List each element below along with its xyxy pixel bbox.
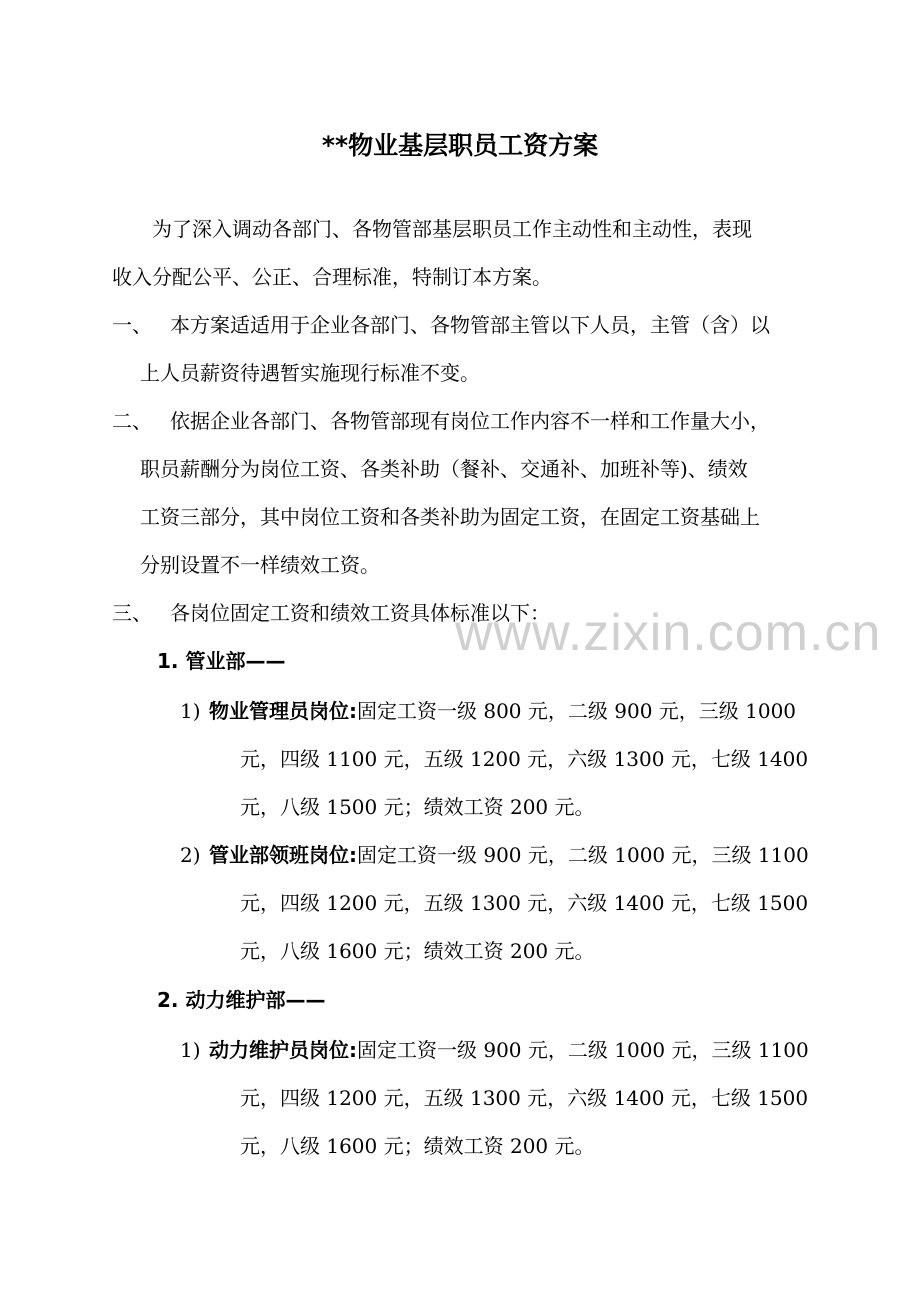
position-line: 元，八级 1500 元；绩效工资 200 元。: [240, 795, 595, 819]
position-name: 动力维护员岗位:: [209, 1038, 357, 1062]
department-heading: 1. 管业部——: [157, 649, 286, 673]
position-number: 1): [180, 699, 201, 723]
position-name: 管业部领班岗位:: [209, 843, 357, 867]
section-line: 工资三部分，其中岗位工资和各类补助为固定工资，在固定工资基础上: [140, 505, 760, 529]
section-line: 职员薪酬分为岗位工资、各类补助（餐补、交通补、加班补等)、绩效: [140, 457, 748, 481]
position-line: 元，八级 1600 元；绩效工资 200 元。: [240, 1134, 595, 1158]
section-marker: 一、: [112, 313, 152, 337]
position-first-line: [209, 696, 796, 726]
position-number: 1): [180, 1038, 201, 1062]
section-marker: 二、: [112, 409, 152, 433]
position-line: 元，四级 1200 元，五级 1300 元，六级 1400 元，七级 1500: [240, 1086, 809, 1110]
intro-line: 为了深入调动各部门、各物管部基层职员工作主动性和主动性，表现: [152, 217, 752, 241]
section-line: 依据企业各部门、各物管部现有岗位工作内容不一样和工作量大小，: [170, 409, 770, 433]
position-text: 固定工资一级 800 元，二级 900 元，三级 1000: [357, 699, 797, 723]
position-first-line: [209, 840, 809, 870]
section-marker: 三、: [112, 601, 152, 625]
intro-line: 收入分配公平、公正、合理标准，特制订本方案。: [112, 265, 552, 289]
document-title: **物业基层职员工资方案: [321, 131, 599, 160]
position-line: 元，八级 1600 元；绩效工资 200 元。: [240, 939, 595, 963]
position-first-line: [209, 1035, 809, 1065]
position-text: 固定工资一级 900 元，二级 1000 元，三级 1100: [357, 1038, 809, 1062]
section-line: 各岗位固定工资和绩效工资具体标准以下：: [170, 601, 550, 625]
position-name: 物业管理员岗位:: [209, 699, 357, 723]
position-text: 固定工资一级 900 元，二级 1000 元，三级 1100: [357, 843, 809, 867]
position-number: 2): [180, 843, 201, 867]
watermark: www.zixin.com.cn: [455, 604, 882, 662]
position-line: 元，四级 1200 元，五级 1300 元，六级 1400 元，七级 1500: [240, 891, 809, 915]
position-line: 元，四级 1100 元，五级 1200 元，六级 1300 元，七级 1400: [240, 747, 809, 771]
section-line: 上人员薪资待遇暂实施现行标准不变。: [140, 361, 480, 385]
department-heading: 2. 动力维护部——: [157, 988, 326, 1012]
section-line: 本方案适适用于企业各部门、各物管部主管以下人员，主管（含）以: [170, 313, 770, 337]
section-line: 分别设置不一样绩效工资。: [140, 553, 380, 577]
